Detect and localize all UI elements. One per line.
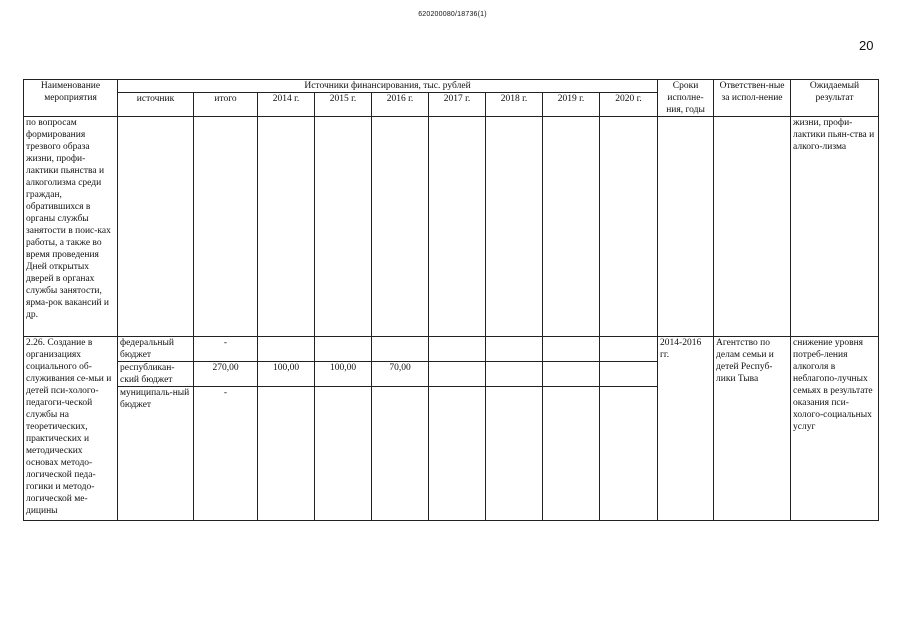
header-total: итого: [194, 93, 258, 117]
header-year-2015: 2015 г.: [315, 93, 372, 117]
source-municipal: муниципаль-ный бюджет: [118, 387, 194, 521]
cell: [486, 362, 543, 387]
cell: [600, 337, 658, 362]
y2016-federal: [372, 337, 429, 362]
continuation-name: по вопросам формирования трезвого образа жизни, профи-лактики пьянства и алкоголизма среди граждан, обратившихся в органы службы занятости в поис-ках работы, а также во время проведения Дней открытых дверей в органах службы занятости, ярма-рок вакансий и др.: [24, 117, 118, 337]
y2014-republic: 100,00: [258, 362, 315, 387]
cell: [429, 387, 486, 521]
cell: [372, 117, 429, 337]
continuation-result: жизни, профи-лактики пьян-ства и алкого-лизма: [791, 117, 879, 337]
y2014-municipal: [258, 387, 315, 521]
continuation-row: [24, 117, 879, 337]
header-result: Ожидаемый результат: [791, 80, 879, 117]
header-source: источник: [118, 93, 194, 117]
cell: [543, 117, 600, 337]
y2016-municipal: [372, 387, 429, 521]
item-name: 2.26. Создание в организациях социального об-служивания се-мьи и детей пси-холого-педагоги-ческой службы на теоретических, практических и методических основах методо-логической педа-гогики и методо-логической ме-дицины: [24, 337, 118, 521]
header-year-2019: 2019 г.: [543, 93, 600, 117]
item-row-federal: [24, 337, 879, 362]
page-number: 20: [859, 38, 874, 53]
header-year-2014: 2014 г.: [258, 93, 315, 117]
total-municipal: -: [194, 387, 258, 521]
y2016-republic: 70,00: [372, 362, 429, 387]
item-result: снижение уровня потреб-ления алкоголя в неблагопо-лучных семьях в результате оказания пси-холого-социальных услуг: [791, 337, 879, 521]
cell: [486, 117, 543, 337]
cell: [258, 117, 315, 337]
y2014-federal: [258, 337, 315, 362]
funding-table: [23, 79, 879, 521]
cell: [543, 387, 600, 521]
cell: [118, 117, 194, 337]
item-responsible: Агентство по делам семьи и детей Респуб-лики Тыва: [714, 337, 791, 521]
cell: [315, 117, 372, 337]
header-deadline: Сроки исполне-ния, годы: [658, 80, 714, 117]
cell: [429, 362, 486, 387]
cell: [429, 337, 486, 362]
cell: [543, 362, 600, 387]
cell: [600, 362, 658, 387]
cell: [714, 117, 791, 337]
item-deadline: 2014-2016 гг.: [658, 337, 714, 521]
source-republic: республикан-ский бюджет: [118, 362, 194, 387]
cell: [486, 387, 543, 521]
cell: [543, 337, 600, 362]
cell: [429, 117, 486, 337]
header-year-2018: 2018 г.: [486, 93, 543, 117]
cell: [600, 387, 658, 521]
source-federal: федеральный бюджет: [118, 337, 194, 362]
header-responsible: Ответствен-ные за испол-нение: [714, 80, 791, 117]
header-year-2020: 2020 г.: [600, 93, 658, 117]
total-republic: 270,00: [194, 362, 258, 387]
cell: [600, 117, 658, 337]
cell: [486, 337, 543, 362]
header-year-2016: 2016 г.: [372, 93, 429, 117]
cell: [658, 117, 714, 337]
y2015-federal: [315, 337, 372, 362]
header-row-1: [24, 80, 879, 93]
y2015-municipal: [315, 387, 372, 521]
cell: [194, 117, 258, 337]
total-federal: -: [194, 337, 258, 362]
header-year-2017: 2017 г.: [429, 93, 486, 117]
y2015-republic: 100,00: [315, 362, 372, 387]
document-id: 620200080/18736(1): [418, 11, 487, 18]
header-funding-group: Источники финансирования, тыс. рублей: [118, 80, 658, 93]
header-name: Наименование мероприятия: [24, 80, 118, 117]
